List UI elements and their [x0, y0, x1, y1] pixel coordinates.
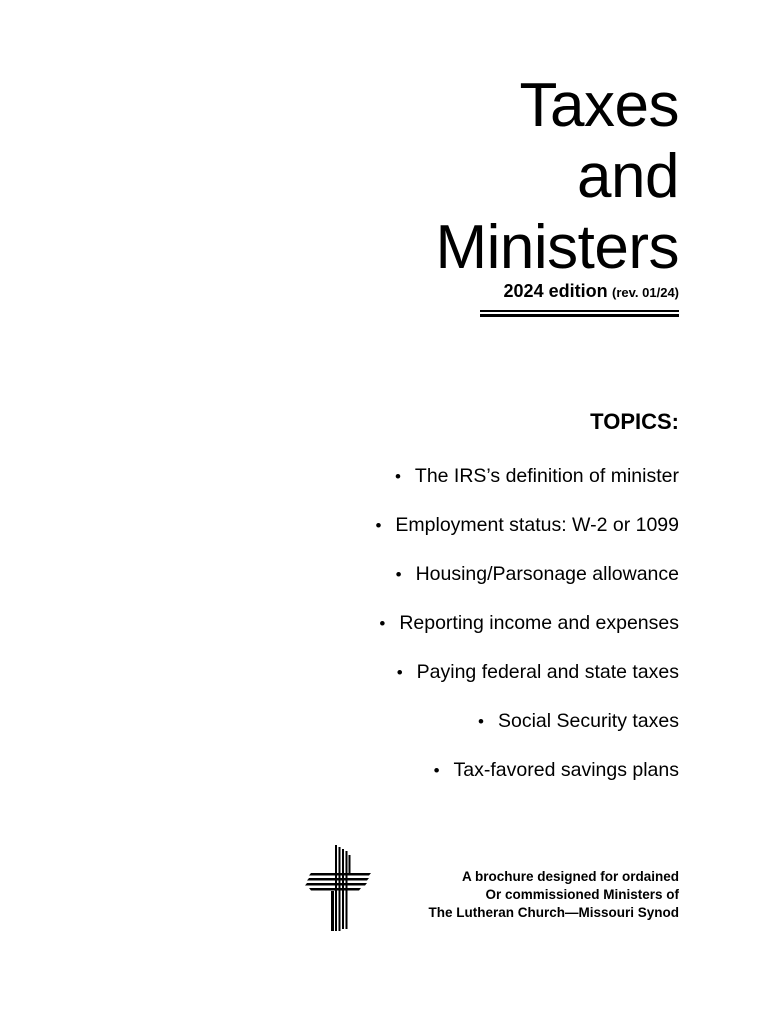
topic-item [375, 501, 679, 550]
divider-thick-line [480, 314, 679, 317]
bullet-icon: • [394, 467, 401, 486]
brochure-line-3: The Lutheran Church—Missouri Synod [428, 905, 679, 920]
lcms-cross-icon [305, 843, 373, 933]
title-line-1: Taxes [519, 71, 679, 140]
revision-label: (rev. 01/24) [612, 285, 679, 300]
edition-label: 2024 edition [503, 281, 608, 301]
bullet-icon: • [478, 712, 484, 731]
topic-text: Employment status: W-2 or 1099 [395, 514, 679, 536]
bullet-icon: • [395, 565, 402, 584]
document-title [435, 70, 679, 283]
topic-text: Reporting income and expenses [399, 612, 679, 634]
topic-text: Housing/Parsonage allowance [415, 563, 679, 585]
title-line-3: Ministers [435, 213, 679, 282]
topic-text: Tax-favored savings plans [453, 759, 679, 781]
edition-line [504, 281, 679, 302]
topic-item [375, 452, 679, 501]
topics-list [375, 452, 679, 795]
brochure-line-2: Or commissioned Ministers of [485, 887, 679, 902]
topic-item [375, 550, 679, 599]
bullet-icon: • [396, 663, 403, 682]
topic-text: The IRS’s definition of minister [414, 465, 679, 487]
topic-text: Paying federal and state taxes [416, 661, 679, 683]
divider-thin-line [480, 310, 679, 312]
brochure-line-1: A brochure designed for ordained [461, 869, 679, 884]
bullet-icon: • [379, 614, 386, 633]
topic-text: Social Security taxes [498, 710, 679, 732]
topic-item [375, 599, 679, 648]
title-line-2: and [577, 142, 679, 211]
topics-heading: TOPICS: [590, 409, 679, 434]
title-divider [480, 310, 679, 317]
bullet-icon: • [375, 516, 382, 535]
topic-item [375, 746, 679, 795]
topic-item [375, 697, 679, 746]
brochure-description [428, 868, 679, 922]
topic-item [375, 648, 679, 697]
bullet-icon: • [433, 761, 440, 780]
